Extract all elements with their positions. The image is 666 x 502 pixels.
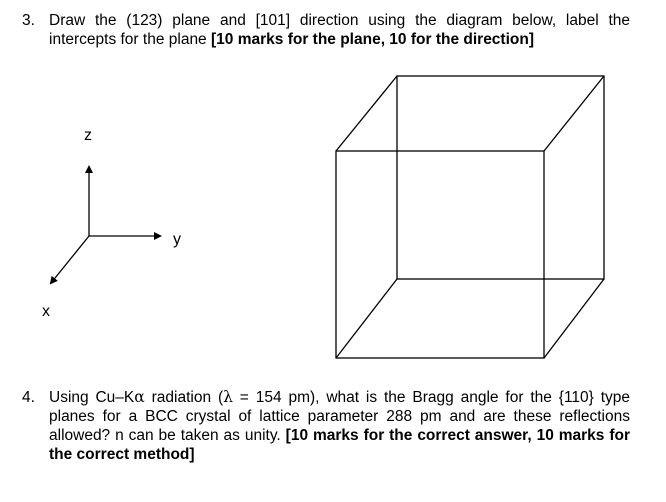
question-4: [22, 388, 630, 464]
lambda-symbol: λ: [223, 388, 233, 406]
question-3-number: 3.: [22, 12, 35, 29]
cube-back-face: [397, 76, 604, 279]
z-axis-label: z: [84, 127, 92, 144]
y-axis-label: y: [173, 231, 181, 248]
cube-front-face: [336, 151, 544, 358]
question-4-number: 4.: [22, 389, 35, 406]
question-3-text: Draw the (123) plane and [101] direction using the diagram below, label the intercepts for the plane: [49, 12, 630, 48]
question-4-text-b: radiation (: [144, 389, 224, 406]
question-4-body: [49, 388, 630, 464]
axes-system: [42, 127, 181, 320]
cube-edge-top-right: [544, 76, 604, 151]
cube: [336, 76, 604, 358]
question-4-text-a: Using Cu–K: [49, 389, 135, 406]
question-3-marks: [10 marks for the plane, 10 for the direction]: [211, 31, 534, 48]
cube-edge-top-left: [336, 76, 397, 151]
question-4-marks: [10 marks for the correct answer, 10 marks for the correct method]: [49, 427, 630, 463]
cube-edge-bottom-left: [336, 279, 397, 358]
question-4-text-c: = 154 pm), what is the Bragg angle for the {110} type planes for a BCC crystal of lattice parameter 288 pm and are these reflections allowed? n can be taken as unity.: [49, 389, 631, 444]
x-axis-label: x: [42, 303, 50, 320]
cube-edge-bottom-right: [544, 279, 604, 358]
x-axis-arrow: [51, 236, 89, 283]
alpha-symbol: α: [134, 388, 145, 406]
